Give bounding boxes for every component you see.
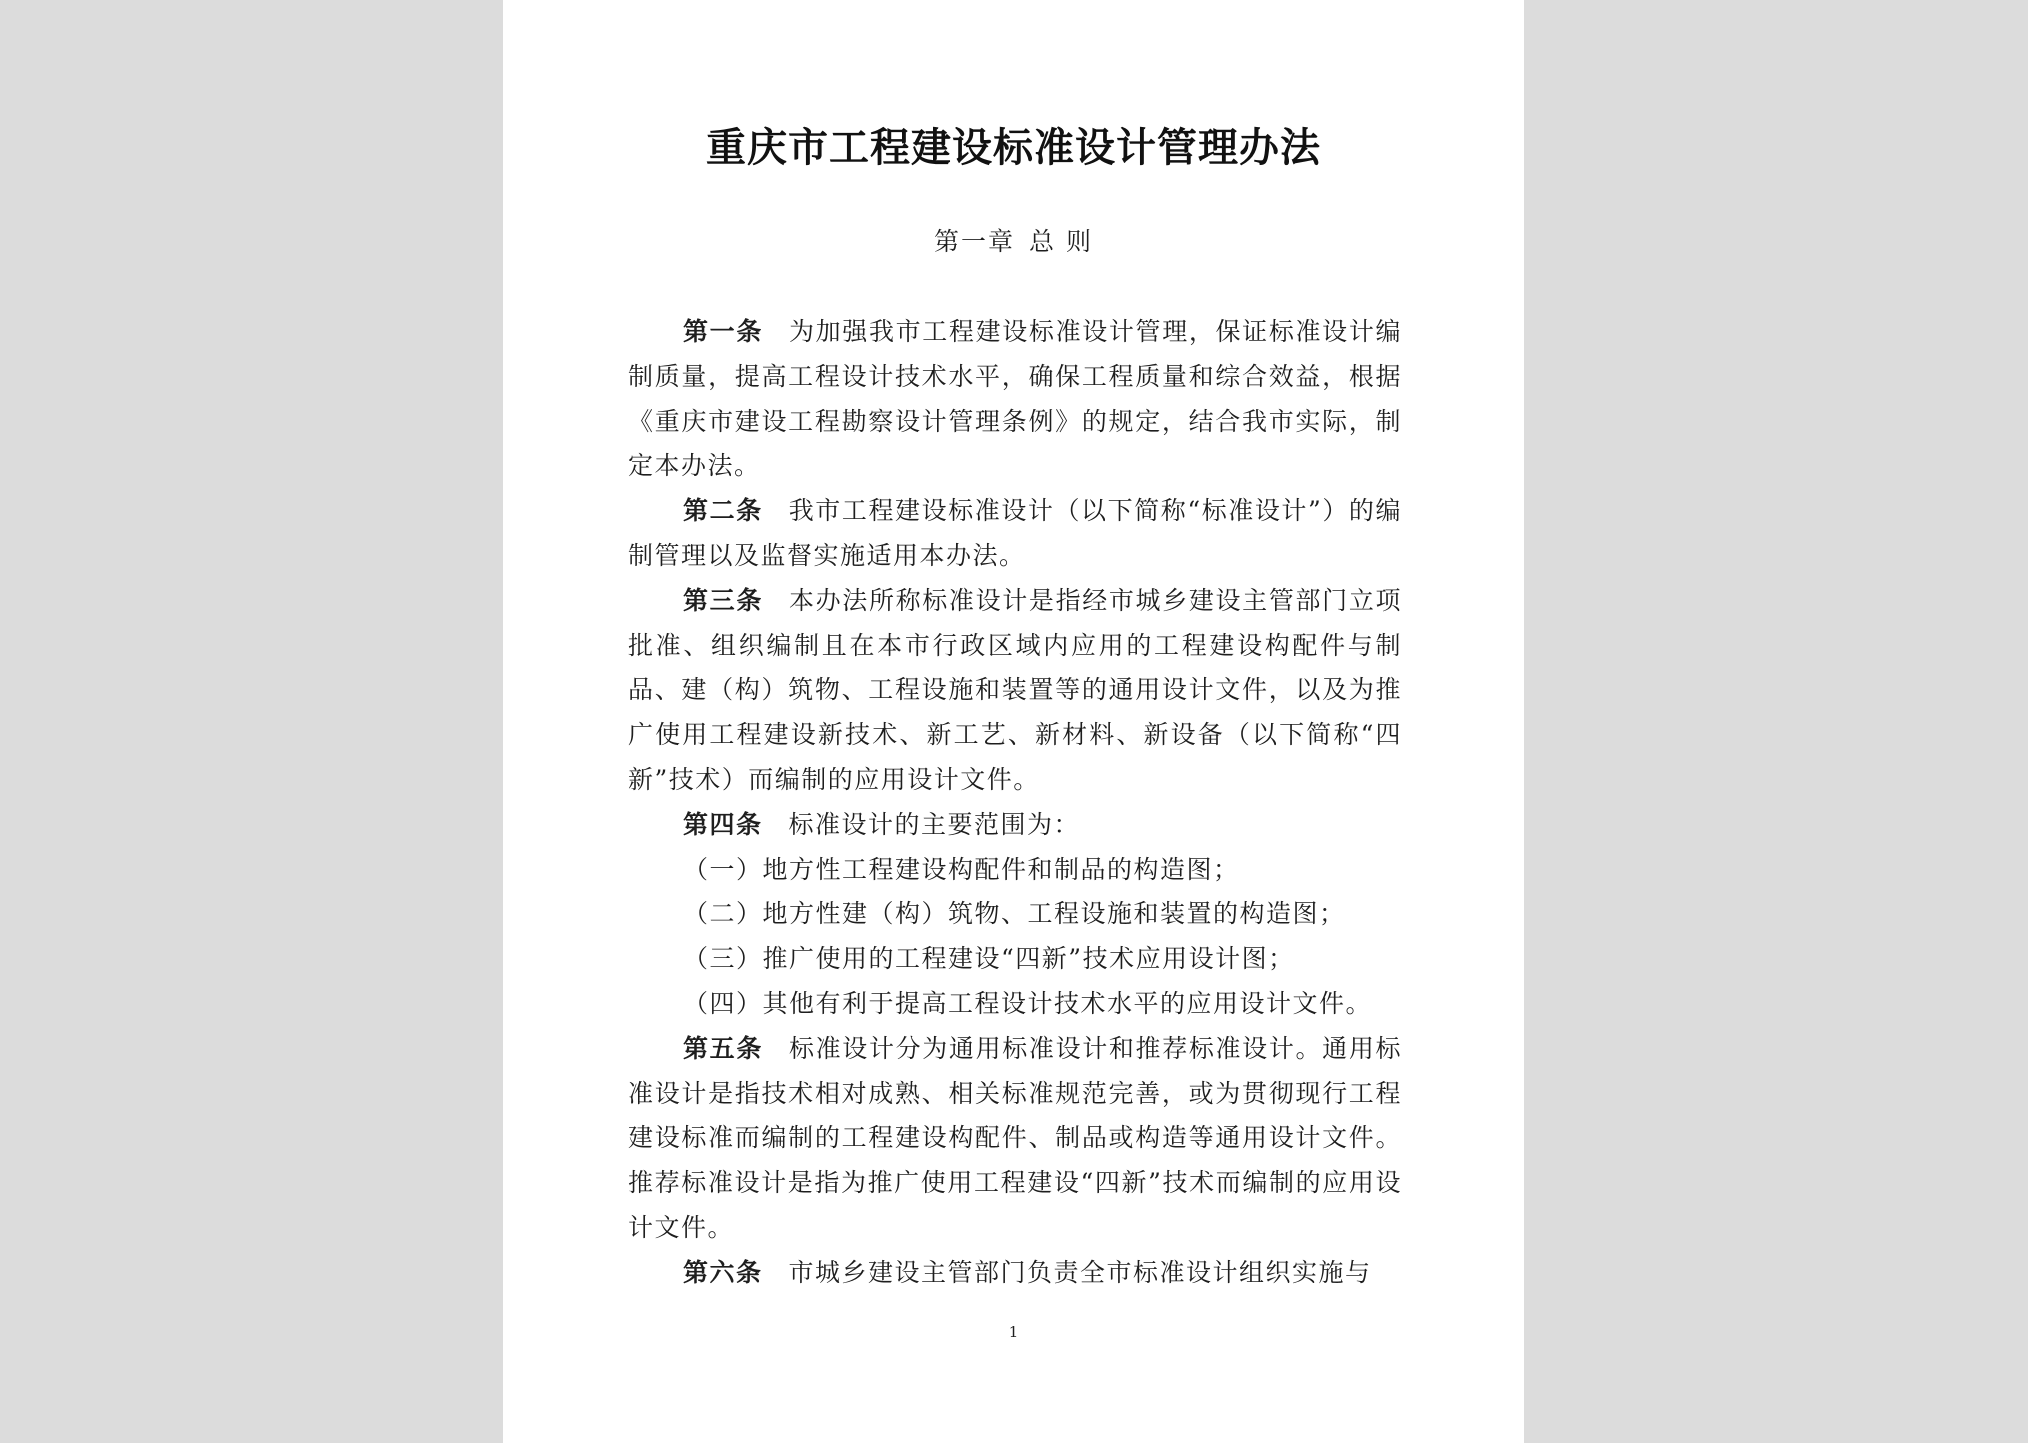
- article-label: 第四条: [683, 809, 763, 839]
- article-label: 第六条: [683, 1257, 763, 1287]
- page-number: 1: [1008, 1323, 1019, 1341]
- article-label: 第三条: [683, 585, 763, 615]
- article-label: 第五条: [683, 1033, 763, 1063]
- chapter-number: 第一章: [934, 227, 1016, 256]
- list-item: （四）其他有利于提高工程设计技术水平的应用设计文件。: [683, 988, 1373, 1018]
- chapter-name: 总 则: [1029, 227, 1093, 256]
- article-3: [628, 579, 1402, 803]
- article-1: [628, 310, 1402, 489]
- list-item: （二）地方性建（构）筑物、工程设施和装置的构造图；: [683, 899, 1346, 929]
- article-6: [628, 1251, 1402, 1296]
- article-5: [628, 1027, 1402, 1251]
- article-text: 市城乡建设主管部门负责全市标准设计组织实施与: [788, 1257, 1372, 1287]
- article-text: 为加强我市工程建设标准设计管理，保证标准设计编制质量，提高工程设计技术水平，确保工程质量和综合效益，根据《重庆市建设工程勘察设计管理条例》的规定，结合我市实际，制定本办法。: [628, 317, 1402, 481]
- document-title: 重庆市工程建设标准设计管理办法: [706, 125, 1321, 171]
- article-text: 我市工程建设标准设计（以下简称“标准设计”）的编制管理以及监督实施适用本办法。: [628, 496, 1402, 570]
- article-2: [628, 489, 1402, 579]
- article-4: [628, 803, 1402, 848]
- article-text: 标准设计的主要范围为：: [788, 809, 1081, 839]
- list-item: （一）地方性工程建设构配件和制品的构造图；: [683, 854, 1240, 884]
- article-label: 第一条: [683, 317, 763, 346]
- document-body: [628, 310, 1402, 1296]
- chapter-heading: [503, 222, 1524, 262]
- article-label: 第二条: [683, 496, 763, 526]
- article-text: 本办法所称标准设计是指经市城乡建设主管部门立项批准、组织编制且在本市行政区域内应用的工程建设构配件与制品、建（构）筑物、工程设施和装置等的通用设计文件，以及为推广使用工程建设新技术、新工艺、新材料、新设备（以下简称“四新”技术）而编制的应用设计文件。: [628, 585, 1402, 794]
- document-page: [503, 0, 1524, 1443]
- article-text: 标准设计分为通用标准设计和推荐标准设计。通用标准设计是指技术相对成熟、相关标准规范完善，或为贯彻现行工程建设标准而编制的工程建设构配件、制品或构造等通用设计文件。推荐标准设计是指为推广使用工程建设“四新”技术而编制的应用设计文件。: [628, 1033, 1402, 1242]
- list-item: （三）推广使用的工程建设“四新”技术应用设计图；: [683, 944, 1295, 974]
